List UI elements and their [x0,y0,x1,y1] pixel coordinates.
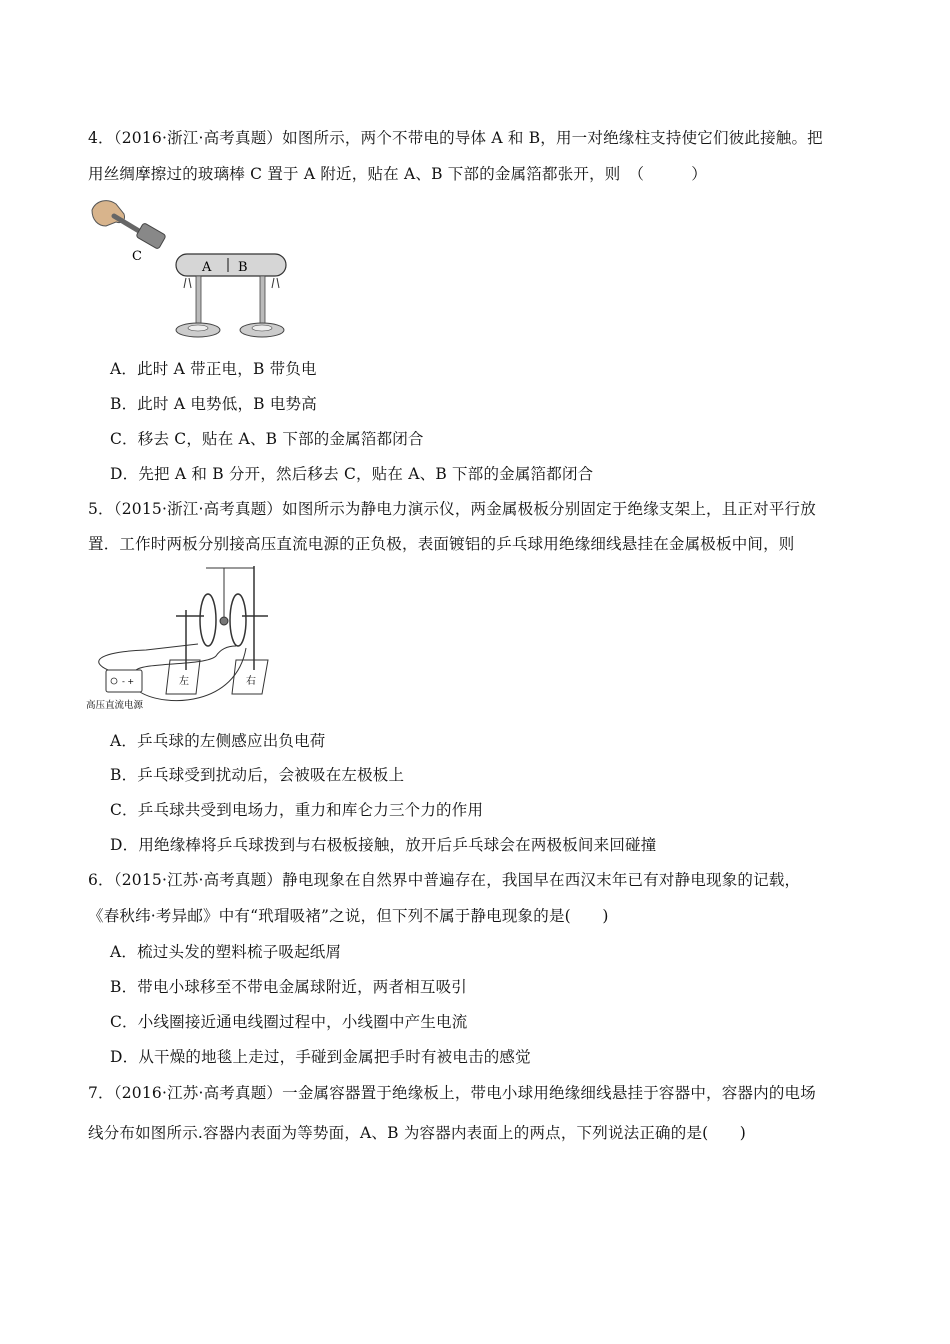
q5-figure [86,566,286,714]
q5-option-b: B．乒乓球受到扰动后，会被吸在左极板上 [110,766,405,784]
q5-option-c: C．乒乓球共受到电场力，重力和库仑力三个力的作用 [110,801,484,819]
q6-option-c: C．小线圈接近通电线圈过程中，小线圈中产生电流 [110,1013,468,1031]
q4-figure [88,196,298,346]
q6-option-b: B．带电小球移至不带电金属球附近，两者相互吸引 [110,978,467,996]
q6-stem-line2: 《春秋纬·考异邮》中有“玳瑁吸褚”之说，但下列不属于静电现象的是( ) [88,907,609,925]
q6-option-d: D．从干燥的地毯上走过，手碰到金属把手时有被电击的感觉 [110,1048,531,1066]
q5-option-a: A．乒乓球的左侧感应出负电荷 [110,732,326,750]
q7-stem-line2: 线分布如图所示.容器内表面为等势面，A、B 为容器内表面上的两点，下列说法正确的是( ) [88,1124,747,1142]
conductor-ab [176,254,286,276]
q4-option-a: A．此时 A 带正电，B 带负电 [110,360,317,378]
q5-option-d: D．用绝缘棒将乒乓球拨到与右极板接触，放开后乒乓球会在两极板间来回碰撞 [110,836,657,854]
q7-stem-line1: 7．（2016·江苏·高考真题）一金属容器置于绝缘板上，带电小球用绝缘细线悬挂于容器中，容器内的电场 [88,1084,816,1102]
q4-stem-line2: 用丝绸摩擦过的玻璃棒 C 置于 A 附近，贴在 A、B 下部的金属箔都张开，则 （ ） [88,165,707,183]
q4-option-d: D．先把 A 和 B 分开，然后移去 C，贴在 A、B 下部的金属箔都闭合 [110,465,594,483]
q6-stem-line1: 6．（2015·江苏·高考真题）静电现象在自然界中普遍存在，我国早在西汉末年已有对静电现象的记载， [88,871,801,889]
glass-rod-c [114,216,166,249]
q6-option-a: A．梳过头发的塑料梳子吸起纸屑 [110,943,342,961]
q4-option-b: B．此时 A 电势低，B 电势高 [110,395,317,413]
q5-stem-line1: 5．（2015·浙江·高考真题）如图所示为静电力演示仪，两金属极板分别固定于绝缘支架上，且正对平行放 [88,500,816,518]
label-right: 右 [246,676,256,687]
label-a: A [202,260,212,275]
label-left: 左 [179,676,189,687]
q5-stem-line2: 置．工作时两板分别接高压直流电源的正负极，表面镀铝的乒乓球用绝缘细线悬挂在金属极板中间，则 [88,535,795,553]
label-b: B [238,260,248,275]
label-c: C [132,249,142,264]
power-supply-label: 高压直流电源 [86,700,144,711]
q4-stem-line1: 4．（2016·浙江·高考真题）如图所示，两个不带电的导体 A 和 B，用一对绝缘柱支持使它们彼此接触。把 [88,129,823,147]
q4-option-c: C．移去 C，贴在 A、B 下部的金属箔都闭合 [110,430,424,448]
svg-text:- +: - + [122,677,135,686]
